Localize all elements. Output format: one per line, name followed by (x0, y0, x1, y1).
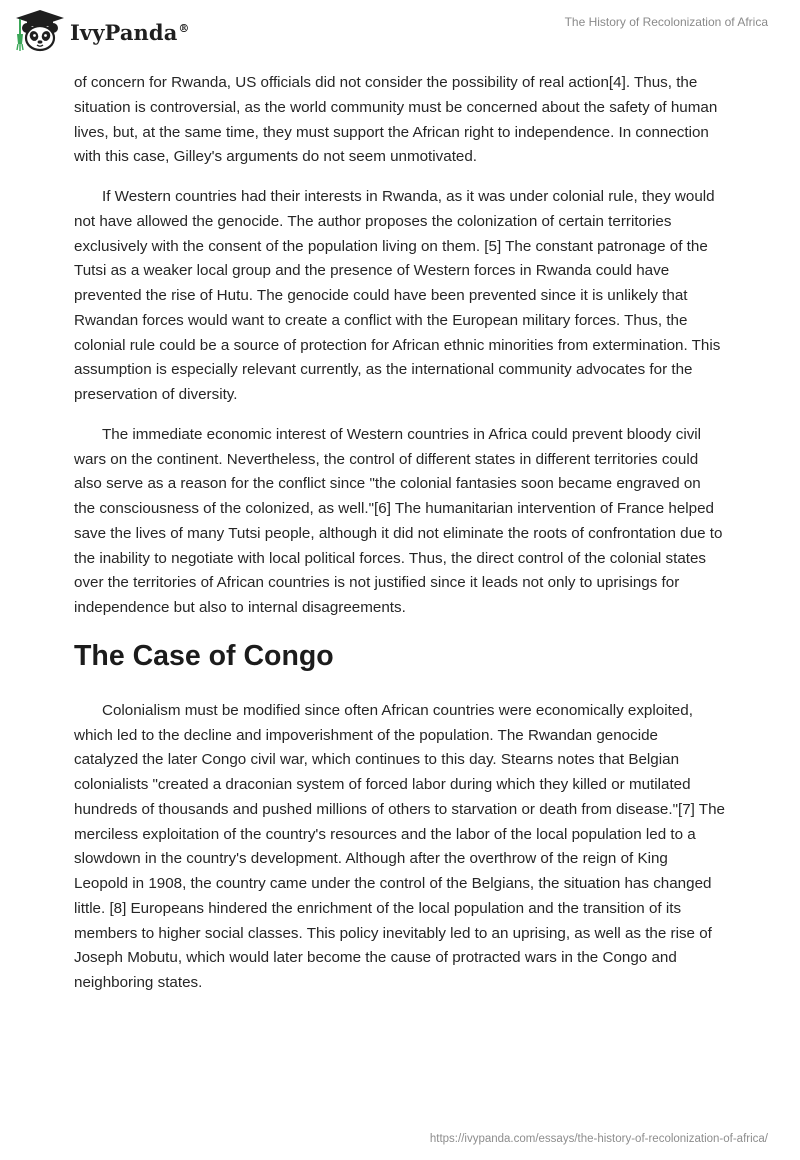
panda-graduate-icon (14, 8, 66, 54)
paragraph: of concern for Rwanda, US officials did not consider the possibility of real action[4]. Thus, the situation is controversial, as the world community must be concerned about the safety of human lives, but, at the same time, they must support the African right to independence. In connection with this case, Gilley's arguments do not seem unmotivated. (74, 74, 718, 166)
essay-content (74, 71, 726, 1011)
paragraph: The immediate economic interest of Western countries in Africa could prevent bloody civil wars on the continent. Nevertheless, the control of different states in different territories could also serve as a reason for the conflict since "the colonial fantasies soon became engraved on the consciousness of the colonized, as well."[6] The humanitarian intervention of France helped save the lives of many Tutsi people, although it did not eliminate the roots of confrontation due to the inability to negotiate with local political forces. Thus, the direct control of the colonial states over the territories of African countries is not justified since it leads not only to uprisings for independence but also to internal disagreements. (74, 425, 723, 616)
page-header (0, 0, 800, 64)
ivypanda-logo-link[interactable] (14, 8, 190, 54)
document-title: The History of Recolonization of Africa (564, 15, 768, 29)
section-heading: The Case of Congo (74, 639, 334, 672)
paragraph: If Western countries had their interests in Rwanda, as it was under colonial rule, they would not have allowed the genocide. The author proposes the colonization of certain territories exclusively with the consent of the population living on them. [5] The constant patronage of the Tutsi as a weaker local group and the presence of Western forces in Rwanda could have prevented the rise of Hutu. The genocide could have been prevented since it is unlikely that Rwandan forces would want to create a conflict with the European military forces. Thus, the colonial rule could be a source of protection for African ethnic minorities from extermination. This assumption is especially relevant currently, as the international community advocates for the preservation of diversity. (74, 188, 721, 403)
brand-name: IvyPanda® (70, 19, 190, 45)
source-url: https://ivypanda.com/essays/the-history-of-recolonization-of-africa/ (429, 1133, 768, 1145)
paragraph: Colonialism must be modified since often African countries were economically exploited, which led to the decline and impoverishment of the population. The Rwandan genocide catalyzed the later Congo civil war, which continues to this day. Stearns notes that Belgian colonialists "created a draconian system of forced labor during which they killed or mutilated hundreds of thousands and pushed millions of others to starvation or death from disease."[7] The merciless exploitation of the country's resources and the labor of the local population led to a slowdown in the country's development. Although after the overthrow of the reign of King Leopold in 1908, the country came under the control of the Belgians, the situation has changed little. [8] Europeans hindered the enrichment of the local population and the transition of its members to higher social classes. This policy inevitably led to an uprising, as well as the rise of Joseph Mobutu, which would later become the cause of protracted wars in the Congo and neighboring states. (74, 701, 725, 991)
